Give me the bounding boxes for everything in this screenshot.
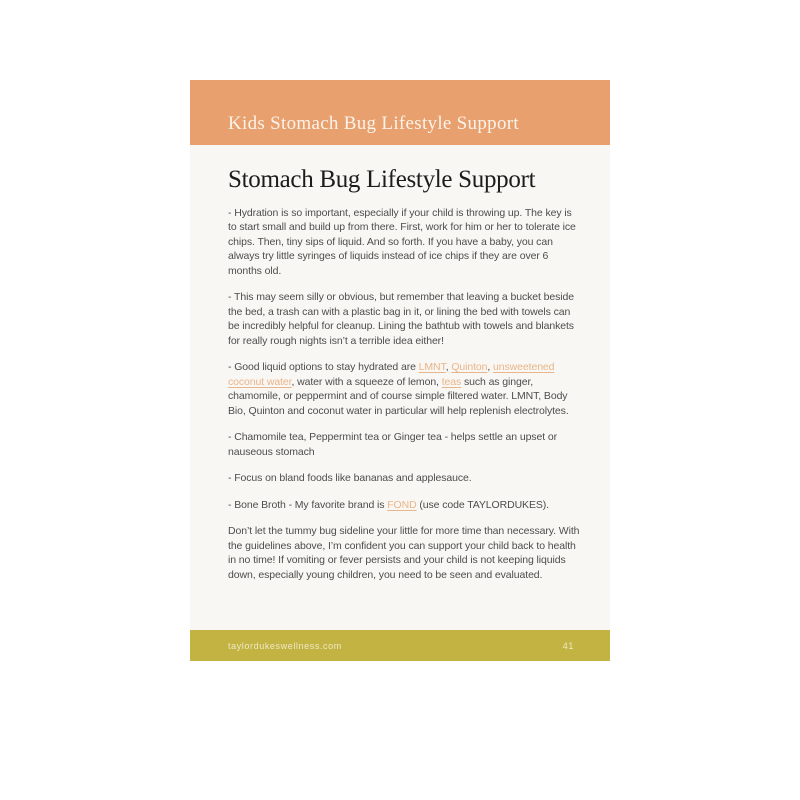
header-title: Kids Stomach Bug Lifestyle Support [228, 113, 519, 134]
body-text: Don’t let the tummy bug sideline your little for more time than necessary. With the guidelines above, I’m confident you can support your child back to health in no time! If vomiting or fever persists and your child is not keeping liquids down, especially young children, you need to be seen and evaluated. [228, 525, 580, 581]
inline-link-unsweetened-coconut-water[interactable]: unsweetened coconut water [228, 361, 555, 388]
body-paragraph [228, 471, 580, 486]
body-paragraph [228, 290, 580, 348]
body-text: - Chamomile tea, Peppermint tea or Ginger tea - helps settle an upset or nauseous stomach [228, 431, 557, 458]
body-paragraph [228, 498, 580, 513]
inline-link-fond[interactable]: FOND [387, 498, 417, 511]
body-text: such as ginger, chamomile, or peppermint and of course simple filtered water. LMNT, Body Bio, Quinton and coconut water in particular will help replenish electrolytes. [228, 375, 569, 417]
page-header-banner [190, 80, 610, 145]
body-text: - Bone Broth - My favorite brand is [228, 498, 388, 511]
page-number: 41 [562, 640, 574, 651]
body-text: - Focus on bland foods like bananas and applesauce. [228, 472, 472, 484]
article-body [228, 206, 580, 583]
inline-link-teas[interactable]: teas [441, 375, 462, 388]
inline-link-lmnt[interactable]: LMNT [418, 361, 446, 373]
body-paragraph [228, 360, 580, 418]
inline-link-quinton[interactable]: Quinton [451, 361, 488, 373]
body-paragraph [228, 206, 580, 279]
body-text: (use code TAYLORDUKES). [416, 498, 549, 511]
article-title: Stomach Bug Lifestyle Support [228, 166, 536, 193]
body-paragraph [228, 430, 580, 459]
footer-website: taylordukeswellness.com [228, 640, 342, 651]
body-text: , water with a squeeze of lemon, [291, 375, 442, 388]
body-text: - Hydration is so important, especially if your child is throwing up. The key is to start small and build up from there. First, work for him or her to tolerate ice chips. Then, tiny sips of liquid. And so forth. If you have a baby, you can always try little syringes of liquids instead of ice chips if they are over 6 months old. [228, 206, 576, 277]
page-content [190, 145, 610, 630]
page-footer [190, 630, 610, 661]
body-paragraph [228, 524, 580, 582]
body-text: - This may seem silly or obvious, but remember that leaving a bucket beside the bed, a trash can with a plastic bag in it, or lining the bed with towels can be incredibly helpful for cleanup. Lining the bathtub with towels and blankets for really rough nights isn’t a terrible idea either! [228, 291, 574, 347]
body-text: , [487, 361, 494, 373]
body-text: , [445, 361, 452, 373]
body-text: - Good liquid options to stay hydrated are [228, 361, 419, 373]
document-page [190, 80, 610, 661]
